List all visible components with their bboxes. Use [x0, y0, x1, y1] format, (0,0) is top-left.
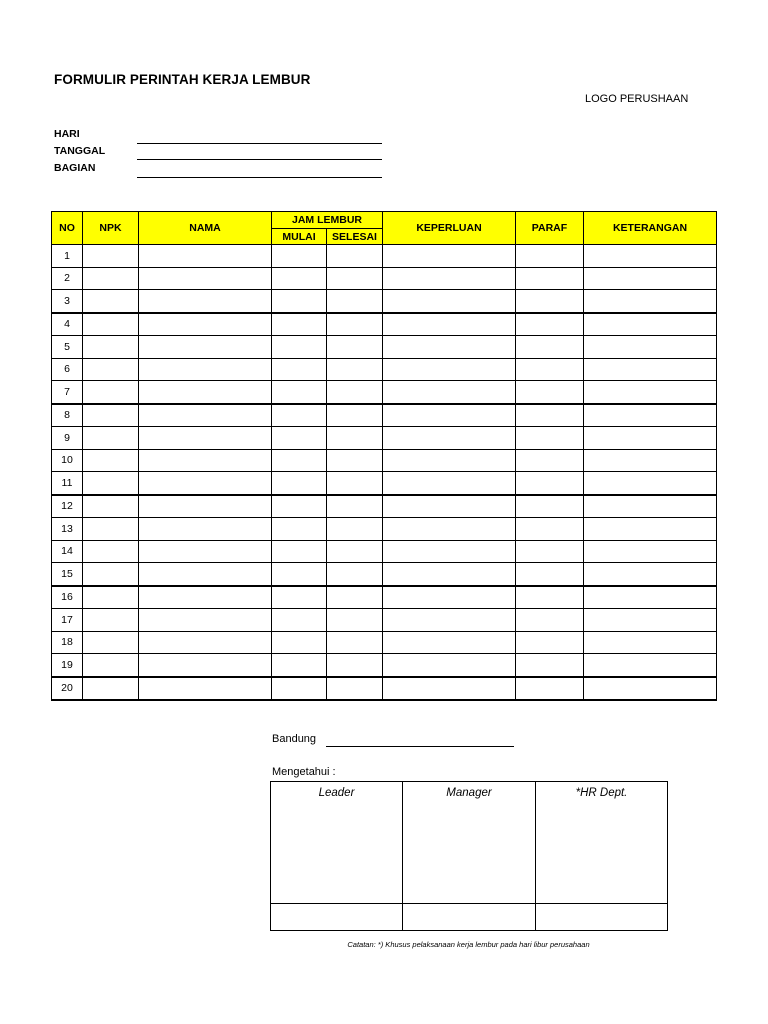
cell-npk[interactable] [83, 563, 139, 586]
cell-nama[interactable] [139, 427, 272, 450]
cell-keterangan[interactable] [584, 609, 717, 632]
city-label: Bandung [272, 733, 317, 745]
cell-keterangan[interactable] [584, 472, 717, 495]
cell-selesai[interactable] [327, 472, 383, 495]
cell-keperluan[interactable] [383, 563, 516, 586]
cell-no: 10 [52, 449, 83, 472]
table-row [52, 313, 717, 336]
cell-selesai[interactable] [327, 563, 383, 586]
cell-keterangan[interactable] [584, 631, 717, 654]
header-no: NO [52, 212, 83, 245]
cell-mulai[interactable] [272, 518, 327, 541]
footnote: Catatan: *) Khusus pelaksanaan kerja lembur pada hari libur perusahaan [347, 940, 590, 949]
header-jam-lembur: JAM LEMBUR [272, 212, 383, 229]
cell-npk[interactable] [83, 358, 139, 381]
bagian-label: BAGIAN [54, 162, 96, 174]
table-row [52, 336, 717, 359]
date-field[interactable] [326, 746, 514, 747]
cell-mulai[interactable] [272, 677, 327, 701]
cell-no: 16 [52, 586, 83, 609]
cell-paraf[interactable] [516, 245, 584, 268]
cell-npk[interactable] [83, 381, 139, 404]
cell-keperluan[interactable] [383, 631, 516, 654]
cell-npk[interactable] [83, 404, 139, 427]
cell-no: 14 [52, 540, 83, 563]
cell-mulai[interactable] [272, 586, 327, 609]
cell-paraf[interactable] [516, 358, 584, 381]
cell-npk[interactable] [83, 540, 139, 563]
acknowledged-label: Mengetahui : [272, 766, 336, 778]
cell-keperluan[interactable] [383, 654, 516, 677]
cell-nama[interactable] [139, 677, 272, 701]
cell-no: 6 [52, 358, 83, 381]
cell-no: 20 [52, 677, 83, 701]
cell-nama[interactable] [139, 540, 272, 563]
cell-nama[interactable] [139, 449, 272, 472]
cell-paraf[interactable] [516, 677, 584, 701]
cell-npk[interactable] [83, 449, 139, 472]
cell-paraf[interactable] [516, 518, 584, 541]
cell-keperluan[interactable] [383, 358, 516, 381]
cell-npk[interactable] [83, 586, 139, 609]
table-row [52, 245, 717, 268]
cell-nama[interactable] [139, 358, 272, 381]
cell-keterangan[interactable] [584, 586, 717, 609]
cell-selesai[interactable] [327, 313, 383, 336]
cell-paraf[interactable] [516, 313, 584, 336]
cell-selesai[interactable] [327, 677, 383, 701]
table-row [52, 449, 717, 472]
cell-keterangan[interactable] [584, 336, 717, 359]
header-mulai: MULAI [272, 229, 327, 245]
cell-keperluan[interactable] [383, 336, 516, 359]
manager-name-field[interactable] [403, 904, 536, 931]
table-row [52, 290, 717, 313]
cell-selesai[interactable] [327, 449, 383, 472]
cell-nama[interactable] [139, 267, 272, 290]
cell-keperluan[interactable] [383, 427, 516, 450]
cell-selesai[interactable] [327, 495, 383, 518]
cell-mulai[interactable] [272, 381, 327, 404]
cell-nama[interactable] [139, 472, 272, 495]
cell-keterangan[interactable] [584, 563, 717, 586]
table-row [52, 472, 717, 495]
cell-keperluan[interactable] [383, 677, 516, 701]
cell-mulai[interactable] [272, 449, 327, 472]
cell-npk[interactable] [83, 290, 139, 313]
cell-selesai[interactable] [327, 245, 383, 268]
cell-paraf[interactable] [516, 381, 584, 404]
cell-selesai[interactable] [327, 631, 383, 654]
cell-nama[interactable] [139, 336, 272, 359]
cell-nama[interactable] [139, 586, 272, 609]
cell-paraf[interactable] [516, 586, 584, 609]
cell-keterangan[interactable] [584, 245, 717, 268]
cell-mulai[interactable] [272, 336, 327, 359]
table-row [52, 358, 717, 381]
cell-paraf[interactable] [516, 336, 584, 359]
hari-field[interactable] [137, 143, 382, 144]
cell-paraf[interactable] [516, 495, 584, 518]
cell-no: 3 [52, 290, 83, 313]
cell-no: 18 [52, 631, 83, 654]
cell-keterangan[interactable] [584, 677, 717, 701]
cell-nama[interactable] [139, 654, 272, 677]
signature-table [270, 781, 668, 931]
cell-keterangan[interactable] [584, 381, 717, 404]
table-row [52, 563, 717, 586]
cell-selesai[interactable] [327, 336, 383, 359]
cell-keterangan[interactable] [584, 495, 717, 518]
cell-mulai[interactable] [272, 563, 327, 586]
cell-paraf[interactable] [516, 540, 584, 563]
cell-paraf[interactable] [516, 609, 584, 632]
cell-mulai[interactable] [272, 358, 327, 381]
cell-mulai[interactable] [272, 495, 327, 518]
cell-npk[interactable] [83, 609, 139, 632]
cell-nama[interactable] [139, 404, 272, 427]
hari-label: HARI [54, 128, 80, 140]
cell-paraf[interactable] [516, 631, 584, 654]
cell-selesai[interactable] [327, 404, 383, 427]
cell-npk[interactable] [83, 313, 139, 336]
cell-keperluan[interactable] [383, 449, 516, 472]
hr-name-field[interactable] [536, 904, 668, 931]
table-row [52, 677, 717, 701]
cell-npk[interactable] [83, 245, 139, 268]
cell-paraf[interactable] [516, 563, 584, 586]
table-row [52, 540, 717, 563]
cell-no: 17 [52, 609, 83, 632]
cell-keterangan[interactable] [584, 290, 717, 313]
cell-nama[interactable] [139, 563, 272, 586]
cell-npk[interactable] [83, 427, 139, 450]
cell-npk[interactable] [83, 677, 139, 701]
table-row [52, 518, 717, 541]
cell-npk[interactable] [83, 631, 139, 654]
cell-npk[interactable] [83, 654, 139, 677]
cell-nama[interactable] [139, 290, 272, 313]
cell-keperluan[interactable] [383, 518, 516, 541]
cell-nama[interactable] [139, 495, 272, 518]
cell-paraf[interactable] [516, 404, 584, 427]
hr-signature-box[interactable]: *HR Dept. [536, 782, 668, 904]
cell-paraf[interactable] [516, 290, 584, 313]
cell-keterangan[interactable] [584, 654, 717, 677]
cell-no: 7 [52, 381, 83, 404]
bagian-field[interactable] [137, 177, 382, 178]
cell-nama[interactable] [139, 518, 272, 541]
cell-no: 4 [52, 313, 83, 336]
cell-keterangan[interactable] [584, 404, 717, 427]
cell-mulai[interactable] [272, 290, 327, 313]
cell-mulai[interactable] [272, 427, 327, 450]
cell-paraf[interactable] [516, 654, 584, 677]
cell-no: 2 [52, 267, 83, 290]
overtime-table [51, 211, 717, 701]
cell-keperluan[interactable] [383, 267, 516, 290]
table-row [52, 381, 717, 404]
table-row [52, 267, 717, 290]
cell-no: 11 [52, 472, 83, 495]
cell-mulai[interactable] [272, 540, 327, 563]
cell-no: 5 [52, 336, 83, 359]
header-keterangan: KETERANGAN [584, 212, 717, 245]
cell-npk[interactable] [83, 336, 139, 359]
cell-keperluan[interactable] [383, 404, 516, 427]
header-paraf: PARAF [516, 212, 584, 245]
cell-keterangan[interactable] [584, 540, 717, 563]
cell-npk[interactable] [83, 267, 139, 290]
cell-nama[interactable] [139, 313, 272, 336]
cell-paraf[interactable] [516, 427, 584, 450]
cell-no: 19 [52, 654, 83, 677]
cell-keterangan[interactable] [584, 313, 717, 336]
header-selesai: SELESAI [327, 229, 383, 245]
cell-nama[interactable] [139, 245, 272, 268]
cell-selesai[interactable] [327, 609, 383, 632]
table-row [52, 427, 717, 450]
cell-keterangan[interactable] [584, 358, 717, 381]
table-row [52, 654, 717, 677]
cell-selesai[interactable] [327, 586, 383, 609]
cell-paraf[interactable] [516, 267, 584, 290]
cell-keperluan[interactable] [383, 290, 516, 313]
cell-mulai[interactable] [272, 609, 327, 632]
cell-no: 13 [52, 518, 83, 541]
cell-selesai[interactable] [327, 540, 383, 563]
cell-keperluan[interactable] [383, 495, 516, 518]
cell-mulai[interactable] [272, 245, 327, 268]
header-keperluan: KEPERLUAN [383, 212, 516, 245]
cell-npk[interactable] [83, 518, 139, 541]
cell-no: 15 [52, 563, 83, 586]
cell-mulai[interactable] [272, 313, 327, 336]
table-row [52, 586, 717, 609]
leader-name-field[interactable] [271, 904, 403, 931]
table-row [52, 404, 717, 427]
cell-paraf[interactable] [516, 449, 584, 472]
cell-selesai[interactable] [327, 381, 383, 404]
cell-keterangan[interactable] [584, 427, 717, 450]
cell-keterangan[interactable] [584, 449, 717, 472]
header-nama: NAMA [139, 212, 272, 245]
cell-selesai[interactable] [327, 518, 383, 541]
company-logo-placeholder: LOGO PERUSHAAN [585, 93, 689, 105]
cell-mulai[interactable] [272, 267, 327, 290]
table-row [52, 495, 717, 518]
cell-keperluan[interactable] [383, 313, 516, 336]
cell-keterangan[interactable] [584, 267, 717, 290]
cell-keperluan[interactable] [383, 540, 516, 563]
cell-npk[interactable] [83, 472, 139, 495]
cell-selesai[interactable] [327, 267, 383, 290]
cell-no: 12 [52, 495, 83, 518]
tanggal-label: TANGGAL [54, 145, 106, 157]
cell-keperluan[interactable] [383, 472, 516, 495]
cell-keperluan[interactable] [383, 245, 516, 268]
leader-signature-box[interactable]: Leader [271, 782, 403, 904]
cell-paraf[interactable] [516, 472, 584, 495]
cell-selesai[interactable] [327, 290, 383, 313]
cell-no: 9 [52, 427, 83, 450]
cell-keperluan[interactable] [383, 381, 516, 404]
cell-keperluan[interactable] [383, 586, 516, 609]
table-row [52, 609, 717, 632]
cell-keperluan[interactable] [383, 609, 516, 632]
cell-keterangan[interactable] [584, 518, 717, 541]
table-row [52, 631, 717, 654]
manager-signature-box[interactable]: Manager [403, 782, 536, 904]
cell-selesai[interactable] [327, 358, 383, 381]
cell-selesai[interactable] [327, 427, 383, 450]
cell-no: 1 [52, 245, 83, 268]
cell-nama[interactable] [139, 381, 272, 404]
cell-selesai[interactable] [327, 654, 383, 677]
header-npk: NPK [83, 212, 139, 245]
cell-no: 8 [52, 404, 83, 427]
cell-nama[interactable] [139, 609, 272, 632]
cell-mulai[interactable] [272, 631, 327, 654]
cell-mulai[interactable] [272, 404, 327, 427]
cell-mulai[interactable] [272, 472, 327, 495]
cell-npk[interactable] [83, 495, 139, 518]
cell-mulai[interactable] [272, 654, 327, 677]
form-title: FORMULIR PERINTAH KERJA LEMBUR [54, 72, 311, 87]
cell-nama[interactable] [139, 631, 272, 654]
tanggal-field[interactable] [137, 159, 382, 160]
